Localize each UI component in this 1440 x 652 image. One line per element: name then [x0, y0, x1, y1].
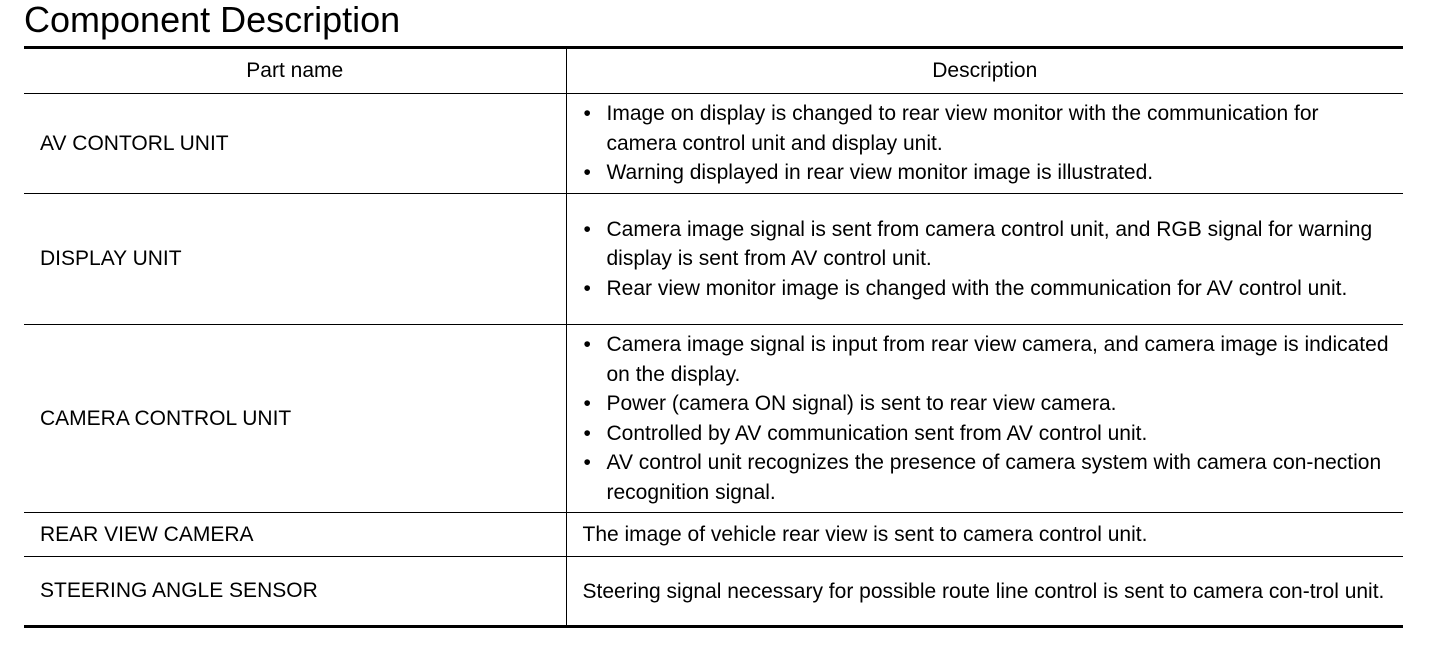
- description-cell: [566, 325, 1403, 513]
- description-list: [583, 99, 1394, 188]
- list-item: • Controlled by AV communication sent from AV control unit.: [583, 419, 1394, 449]
- part-name-cell: AV CONTORL UNIT: [24, 94, 566, 194]
- part-name-cell: REAR VIEW CAMERA: [24, 513, 566, 557]
- table-header-row: [24, 48, 1403, 94]
- table-row: [24, 513, 1403, 557]
- list-item: • Camera image signal is sent from camera control unit, and RGB signal for warning display is sent from AV control unit.: [583, 215, 1394, 274]
- list-item: • Camera image signal is input from rear view camera, and camera image is indicated on the display.: [583, 330, 1394, 389]
- description-list: [583, 330, 1394, 507]
- component-table: [24, 46, 1403, 628]
- description-cell: [566, 94, 1403, 194]
- part-name-cell: CAMERA CONTROL UNIT: [24, 325, 566, 513]
- table-row: [24, 194, 1403, 325]
- page-title: Component Description: [24, 0, 401, 40]
- description-cell: The image of vehicle rear view is sent to camera control unit.: [566, 513, 1403, 557]
- list-item: • Warning displayed in rear view monitor image is illustrated.: [583, 158, 1394, 188]
- column-header-part-name: Part name: [24, 48, 566, 94]
- part-name-cell: STEERING ANGLE SENSOR: [24, 557, 566, 627]
- description-list: [583, 215, 1394, 304]
- part-name-cell: DISPLAY UNIT: [24, 194, 566, 325]
- description-cell: Steering signal necessary for possible route line control is sent to camera con-trol unit.: [566, 557, 1403, 627]
- list-item: • Power (camera ON signal) is sent to rear view camera.: [583, 389, 1394, 419]
- list-item: • Image on display is changed to rear view monitor with the communication for camera control unit and display unit.: [583, 99, 1394, 158]
- table-row: [24, 325, 1403, 513]
- list-item: • Rear view monitor image is changed with the communication for AV control unit.: [583, 274, 1394, 304]
- table-row: [24, 94, 1403, 194]
- list-item: • AV control unit recognizes the presence of camera system with camera con-nection recognition signal.: [583, 448, 1394, 507]
- column-header-description: Description: [566, 48, 1403, 94]
- description-cell: [566, 194, 1403, 325]
- table-row: [24, 557, 1403, 627]
